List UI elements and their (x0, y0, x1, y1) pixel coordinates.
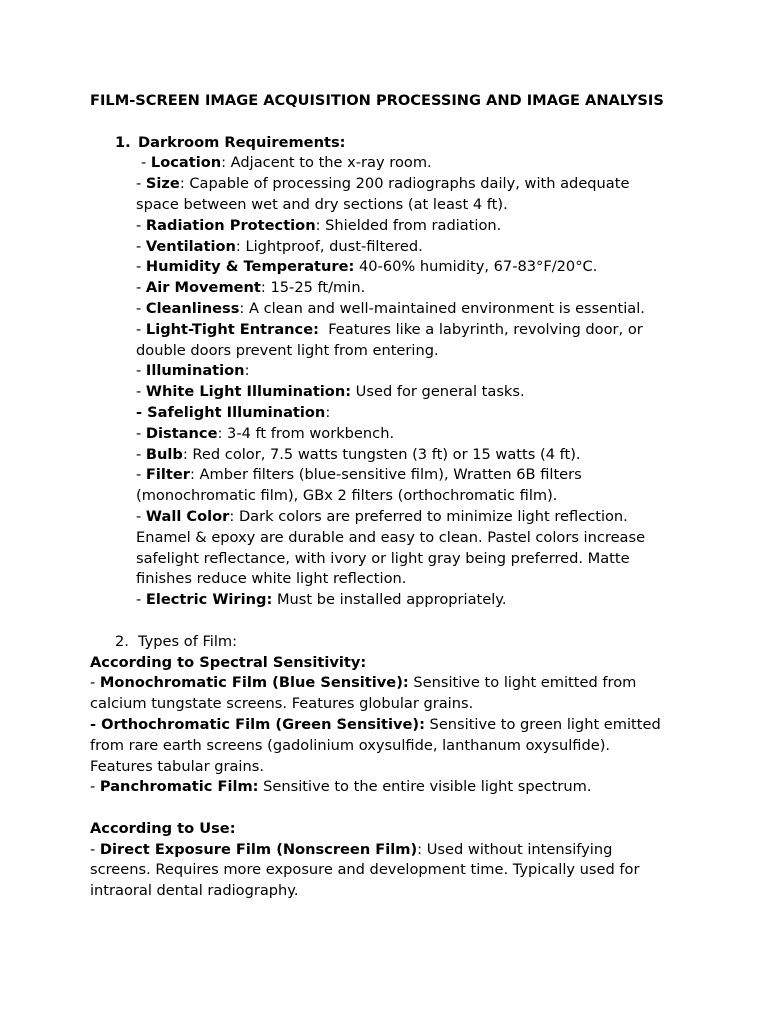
film-item-panchromatic: - Panchromatic Film: Sensitive to the entire visible light spectrum. (90, 778, 592, 796)
section-2-title: Types of Film: (138, 632, 238, 650)
darkroom-item-location: - Location: Adjacent to the x-ray room. (141, 154, 432, 172)
spacer (90, 798, 690, 819)
darkroom-item-size: - Size: Capable of processing 200 radiographs daily, with adequate space between wet and dry sections (at least 4 ft). (136, 175, 630, 213)
document-title: FILM-SCREEN IMAGE ACQUISITION PROCESSING AND IMAGE ANALYSIS (90, 92, 664, 109)
spacer (90, 112, 690, 133)
darkroom-item-filter: - Filter: Amber filters (blue-sensitive film), Wratten 6B filters (monochromatic film), GBx 2 filters (orthochromatic film). (136, 466, 582, 505)
film-item-orthochromatic: - Orthochromatic Film (Green Sensitive): Sensitive to green light emitted from rare earth screens (gadolinium oxysulfide, lanthanum oxysulfide). Features tabular grains. (90, 715, 661, 775)
section-1-number: 1. (115, 133, 131, 151)
section-2-heading (90, 632, 690, 653)
darkroom-item-humidity: - Humidity & Temperature: 40-60% humidity, 67-83°F/20°C. (136, 258, 598, 276)
document-page (90, 91, 690, 902)
film-item-monochromatic: - Monochromatic Film (Blue Sensitive): Sensitive to light emitted from calcium tungstate screens. Features globular grains. (90, 674, 637, 713)
section-1-title: Darkroom Requirements: (138, 133, 346, 151)
darkroom-item-light-tight-entrance: - Light-Tight Entrance: Features like a labyrinth, revolving door, or double doors prevent light from entering. (136, 320, 648, 359)
darkroom-item-bulb: - Bulb: Red color, 7.5 watts tungsten (3 ft) or 15 watts (4 ft). (136, 445, 581, 463)
darkroom-item-cleanliness: - Cleanliness: A clean and well-maintained environment is essential. (136, 299, 645, 317)
section-1-heading (90, 133, 690, 154)
according-to-use-heading: According to Use: (90, 819, 236, 837)
spectral-sensitivity-heading: According to Spectral Sensitivity: (90, 653, 367, 671)
darkroom-item-illumination: - Illumination: (136, 362, 250, 380)
darkroom-item-safelight: - Safelight Illumination: (136, 403, 331, 421)
darkroom-item-ventilation: - Ventilation: Lightproof, dust-filtered. (136, 237, 423, 255)
darkroom-item-radiation-protection: - Radiation Protection: Shielded from radiation. (136, 216, 502, 234)
darkroom-item-wall-color: - Wall Color: Dark colors are preferred to minimize light reflection. Enamel & epoxy are durable and easy to clean. Pastel colors increase safelight reflectance, with ivory or light gray being preferred. Matte finishes reduce white light reflection. (136, 507, 646, 588)
darkroom-item-electric-wiring: - Electric Wiring: Must be installed appropriately. (136, 591, 507, 609)
darkroom-item-air-movement: - Air Movement: 15-25 ft/min. (136, 279, 366, 297)
darkroom-item-white-light: - White Light Illumination: Used for general tasks. (136, 383, 525, 401)
section-2-number: 2. (115, 632, 129, 650)
film-item-direct-exposure: - Direct Exposure Film (Nonscreen Film): Used without intensifying screens. Requires more exposure and development time. Typically used for intraoral dental radiography. (90, 840, 640, 900)
spacer (90, 611, 690, 632)
darkroom-item-distance: - Distance: 3-4 ft from workbench. (136, 424, 395, 442)
